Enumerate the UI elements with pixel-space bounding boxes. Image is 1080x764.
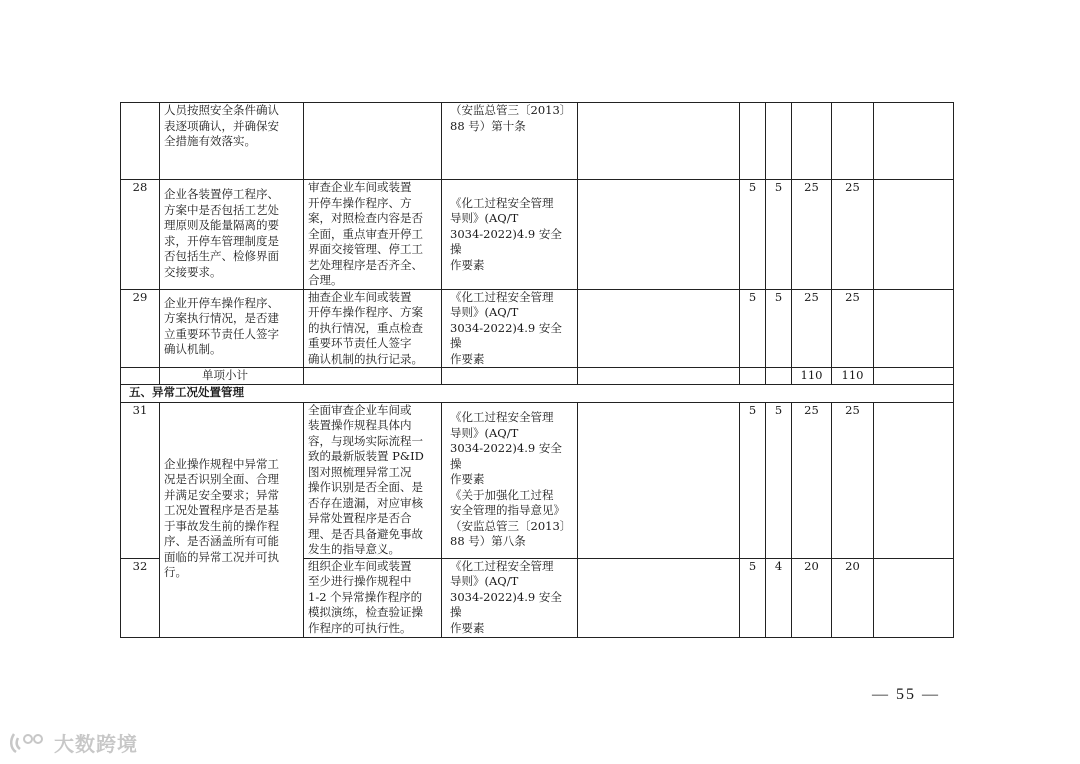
score-d: 25 — [832, 180, 874, 290]
item-number — [121, 103, 160, 180]
extra-cell — [874, 103, 954, 180]
check-method: 审查企业车间或装置 开停车操作程序、方 案，对照检查内容是否 全面，重点审查开停工 界面交接管理、停工工 艺处理程序是否齐全、 合理。 — [304, 180, 442, 290]
score-a: 5 — [740, 402, 766, 558]
score-a — [740, 103, 766, 180]
empty-cell — [766, 368, 792, 385]
remarks-cell — [578, 289, 740, 368]
check-basis: 《化工过程安全管理 导则》(AQ/T 3034-2022)4.9 安全操 作要素 — [442, 289, 578, 368]
check-content: 企业开停车操作程序、 方案执行情况，是否建 立重要环节责任人签字 确认机制。 — [160, 289, 304, 368]
section-heading: 五、异常工况处置管理 — [121, 384, 954, 402]
score-b: 5 — [766, 289, 792, 368]
score-a: 5 — [740, 289, 766, 368]
extra-cell — [874, 558, 954, 637]
brand-logo-icon — [8, 730, 48, 756]
check-method: 全面审查企业车间或 装置操作规程具体内 容，与现场实际流程一 致的最新版装置 P&ID 图对照梳理异常工况 操作识别是否全面、是 否存在遗漏，对应审核 异常处置程序是否合 理、是否具备避免事故 发生的指导意义。 — [304, 402, 442, 558]
score-c: 25 — [792, 289, 832, 368]
empty-cell — [740, 368, 766, 385]
item-number: 28 — [121, 180, 160, 290]
remarks-cell — [578, 558, 740, 637]
score-c: 25 — [792, 180, 832, 290]
table-row-29 — [121, 289, 954, 368]
table-row-31 — [121, 402, 954, 558]
score-b: 5 — [766, 402, 792, 558]
extra-cell — [874, 402, 954, 558]
watermark-text: 大数跨境 — [54, 732, 138, 756]
check-basis: 《化工过程安全管理 导则》(AQ/T 3034-2022)4.9 安全操 作要素 — [442, 558, 578, 637]
check-method: 抽查企业车间或装置 开停车操作程序、方案 的执行情况，重点检查 重要环节责任人签字 确认机制的执行记录。 — [304, 289, 442, 368]
assessment-table — [120, 102, 954, 638]
score-d: 25 — [832, 402, 874, 558]
score-d — [832, 103, 874, 180]
subtotal-d: 110 — [832, 368, 874, 385]
page-number: — 55 — — [872, 686, 940, 703]
empty-cell — [304, 368, 442, 385]
empty-cell — [874, 368, 954, 385]
watermark — [8, 728, 138, 757]
table-row-28 — [121, 180, 954, 290]
subtotal-row — [121, 368, 954, 385]
item-number: 32 — [121, 558, 160, 637]
score-b — [766, 103, 792, 180]
section-row — [121, 384, 954, 402]
remarks-cell — [578, 402, 740, 558]
empty-cell — [442, 368, 578, 385]
check-basis: （安监总管三〔2013〕 88 号）第十条 — [442, 103, 578, 180]
check-content: 人员按照安全条件确认 表逐项确认，并确保安 全措施有效落实。 — [160, 103, 304, 180]
check-content: 企业操作规程中异常工 况是否识别全面、合理 并满足安全要求；异常 工况处置程序是否是基 于事故发生前的操作程 序、是否涵盖所有可能 面临的异常工况并可执 行。 — [160, 402, 304, 637]
score-d: 20 — [832, 558, 874, 637]
check-basis: 《化工过程安全管理 导则》(AQ/T 3034-2022)4.9 安全操 作要素 《关于加强化工过程 安全管理的指导意见》 （安监总管三〔2013〕 88 号）第八条 — [442, 402, 578, 558]
score-c: 25 — [792, 402, 832, 558]
score-c: 20 — [792, 558, 832, 637]
remarks-cell — [578, 180, 740, 290]
remarks-cell — [578, 103, 740, 180]
score-b: 4 — [766, 558, 792, 637]
score-d: 25 — [832, 289, 874, 368]
check-basis: 《化工过程安全管理 导则》(AQ/T 3034-2022)4.9 安全操 作要素 — [442, 180, 578, 290]
extra-cell — [874, 289, 954, 368]
score-b: 5 — [766, 180, 792, 290]
item-number: 31 — [121, 402, 160, 558]
check-method: 组织企业车间或装置 至少进行操作规程中 1-2 个异常操作程序的 模拟演练，检查验证操 作程序的可执行性。 — [304, 558, 442, 637]
score-a: 5 — [740, 558, 766, 637]
subtotal-label: 单项小计 — [160, 368, 304, 385]
item-number: 29 — [121, 289, 160, 368]
extra-cell — [874, 180, 954, 290]
table-row-continued — [121, 103, 954, 180]
empty-cell — [121, 368, 160, 385]
subtotal-c: 110 — [792, 368, 832, 385]
score-c — [792, 103, 832, 180]
empty-cell — [578, 368, 740, 385]
check-method — [304, 103, 442, 180]
score-a: 5 — [740, 180, 766, 290]
check-content: 企业各装置停工程序、 方案中是否包括工艺处 理原则及能量隔离的要 求，开停车管理制度是 否包括生产、检修界面 交接要求。 — [160, 180, 304, 290]
